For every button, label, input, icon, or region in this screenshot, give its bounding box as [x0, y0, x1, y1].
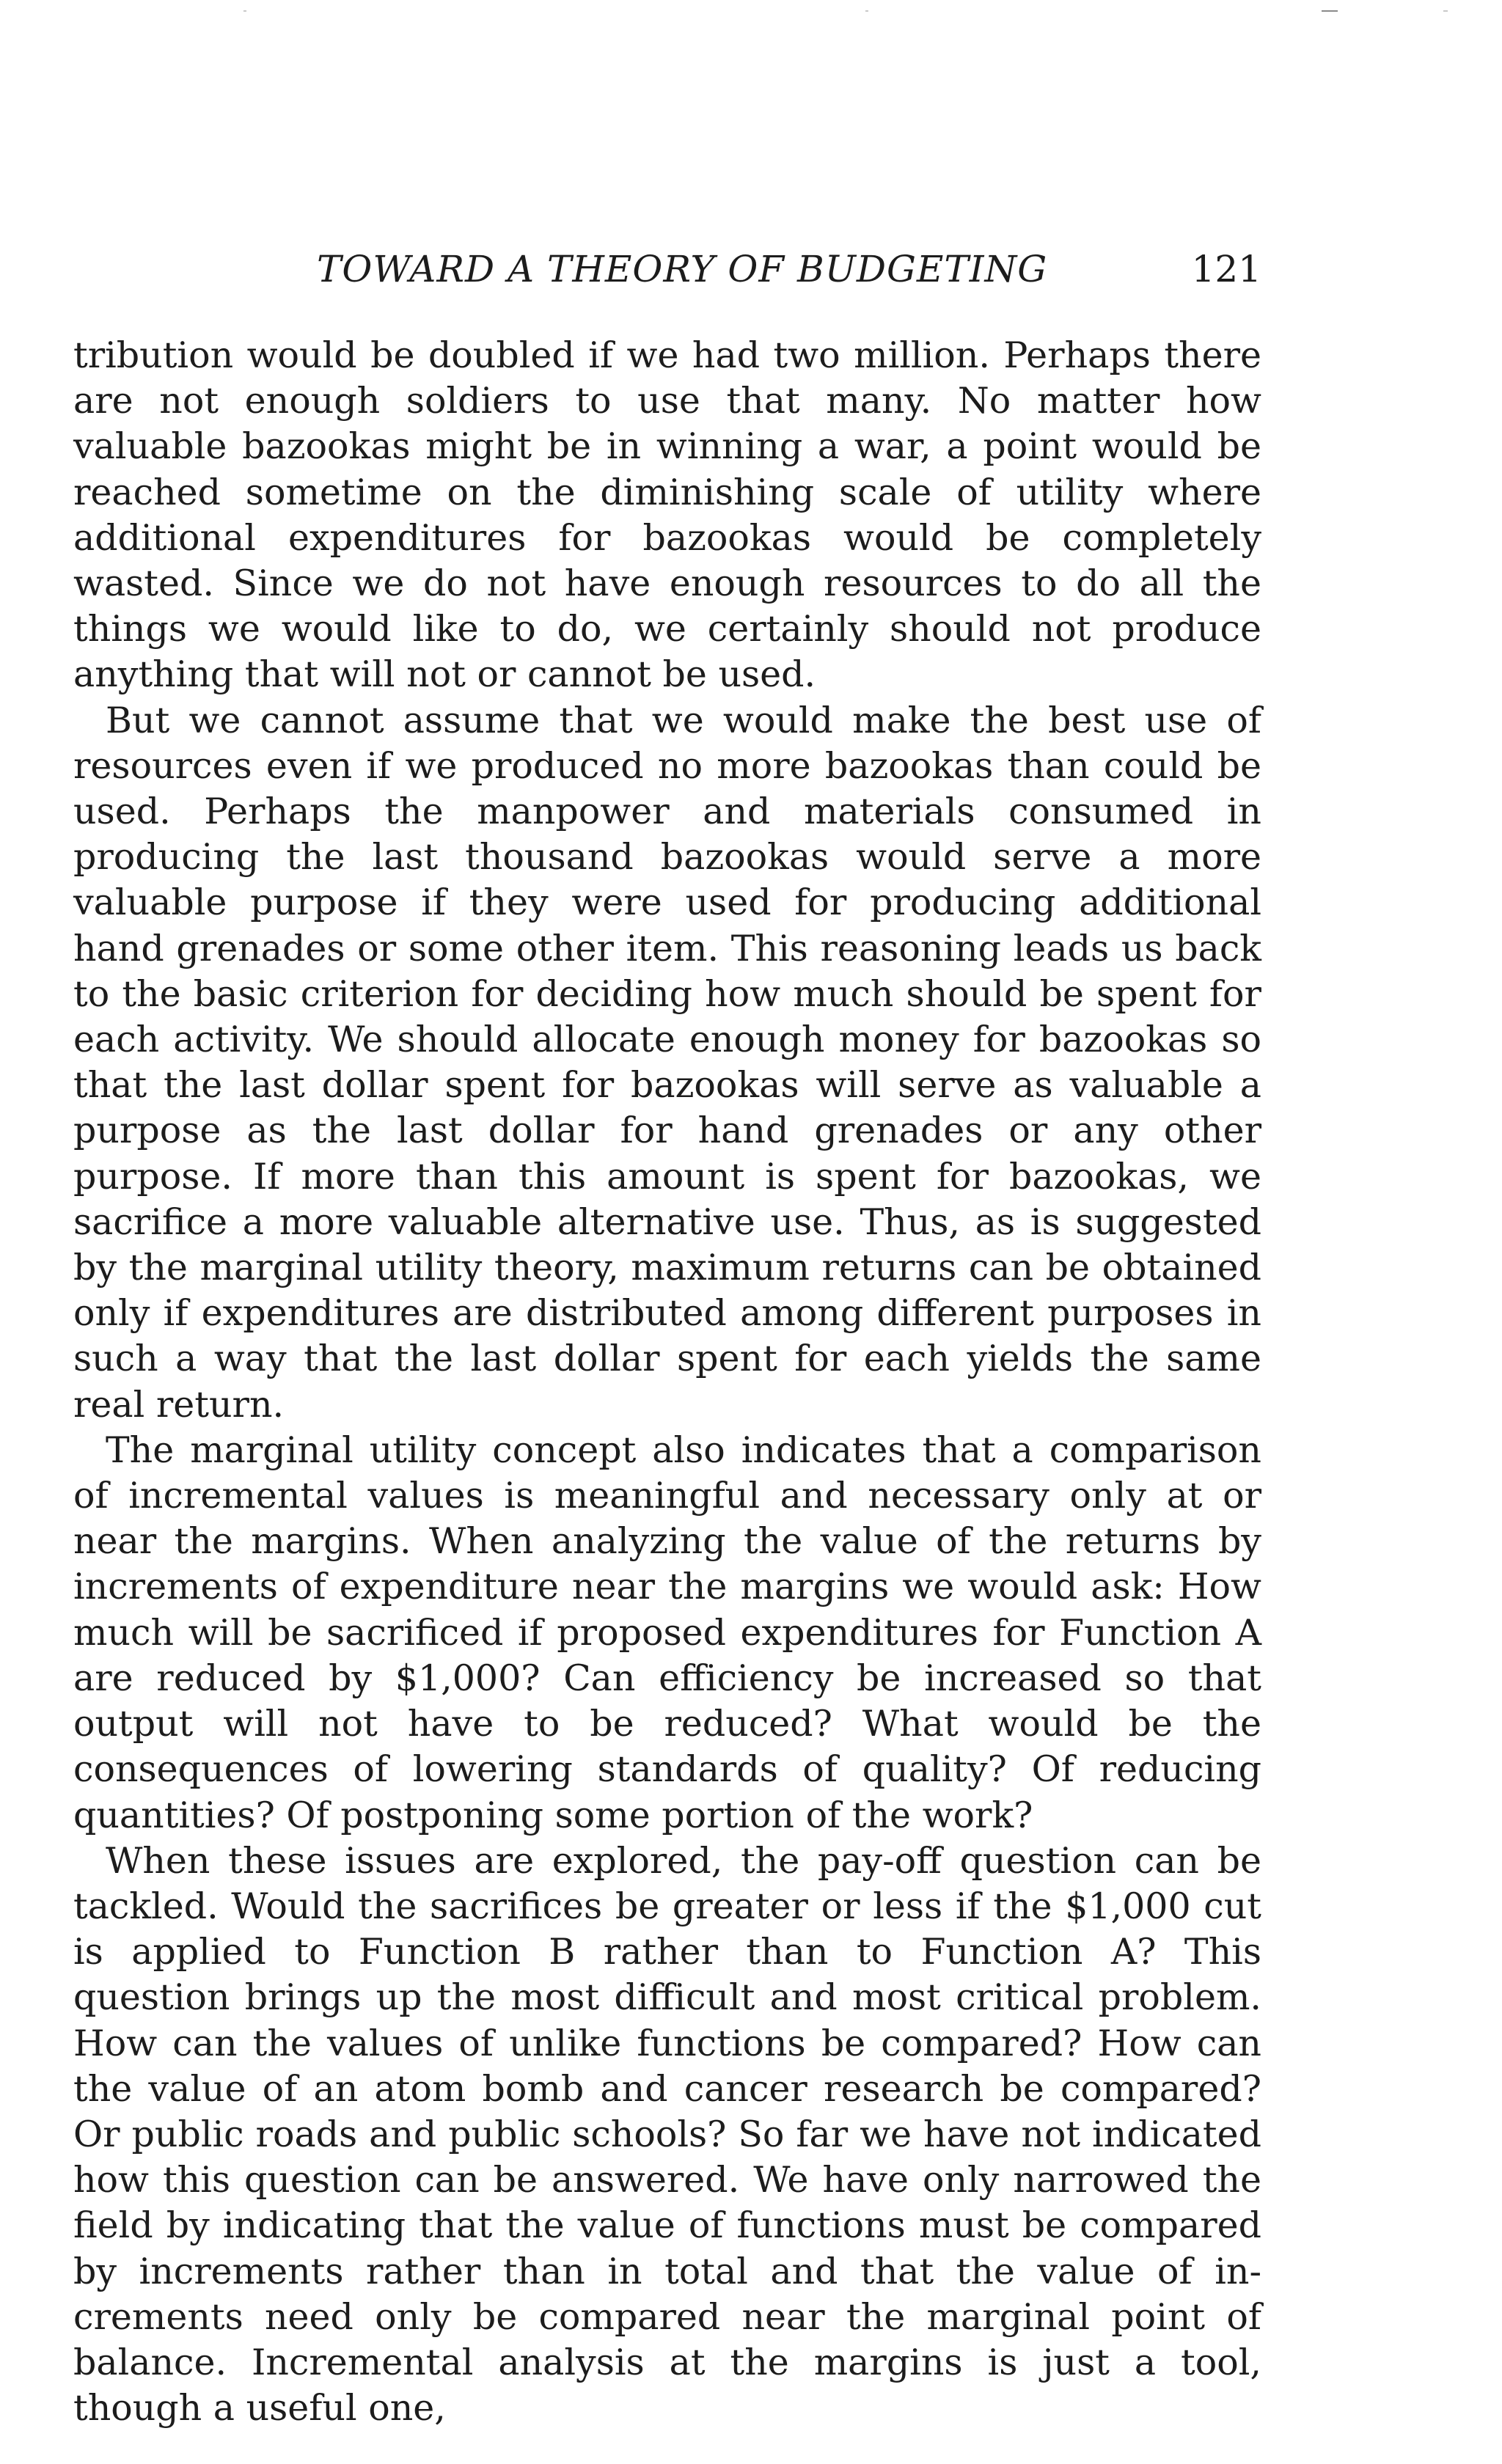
paragraph: tribution would be doubled if we had two million. Perhaps there are not enough soldiers to use that many. No matter how valuable bazookas might be in winning a war, a point would be reached sometime on the diminishing scale of utility where additional expenditures for bazookas would be completely wasted. Since we do not have enough resources to do all the things we would like to do, we certainly should not produce anything that will not or cannot be used.	[73, 334, 1261, 696]
page-number: 121	[1191, 248, 1261, 290]
scan-speck	[243, 10, 246, 12]
running-title: TOWARD A THEORY OF BUDGETING	[317, 248, 1048, 290]
running-header	[73, 248, 1261, 299]
scan-speck	[1322, 10, 1338, 12]
scan-specks	[0, 6, 1502, 21]
scan-speck	[1443, 10, 1448, 12]
scan-speck	[865, 10, 868, 12]
paragraph: When these issues are explored, the pay-off question can be tackled. Would the sacrifices be greater or less if the $1,000 cut is applied to Function B rather than to Function A? This question brings up the most difficult and most critical problem. How can the values of unlike functions be compared? How can the value of an atom bomb and cancer research be compared? Or public roads and public schools? So far we have not indicated how this question can be answered. We have only narrowed the field by indicating that the value of functions must be compared by increments rather than in total and that the value of increments need only be compared near the marginal point of balance. Incremental analysis at the margins is just a tool, though a useful one,	[73, 1839, 1261, 2430]
paragraph: But we cannot assume that we would make the best use of resources even if we produced no more bazookas than could be used. Perhaps the manpower and materials consumed in producing the last thousand bazookas would serve a more valuable purpose if they were used for producing additional hand grenades or some other item. This reasoning leads us back to the basic criterion for deciding how much should be spent for each activity. We should allocate enough money for bazookas so that the last dollar spent for bazookas will serve as valuable a purpose as the last dollar for hand grenades or any other purpose. If more than this amount is spent for bazookas, we sacrifice a more valuable alternative use. Thus, as is suggested by the marginal utility theory, maximum returns can be obtained only if expenditures are distributed among different purposes in such a way that the last dollar spent for each yields the same real return.	[73, 699, 1261, 1426]
body-text	[73, 333, 1261, 2431]
paragraph: The marginal utility concept also indicates that a comparison of incremental values is meaningful and necessary only at or near the margins. When analyzing the value of the returns by increments of expenditure near the margins we would ask: How much will be sacrificed if proposed expenditures for Function A are reduced by $1,000? Can efficiency be increased so that output will not have to be reduced? What would be the consequences of lowering standards of quality? Of reducing quantities? Of postponing some portion of the work?	[73, 1429, 1261, 1836]
